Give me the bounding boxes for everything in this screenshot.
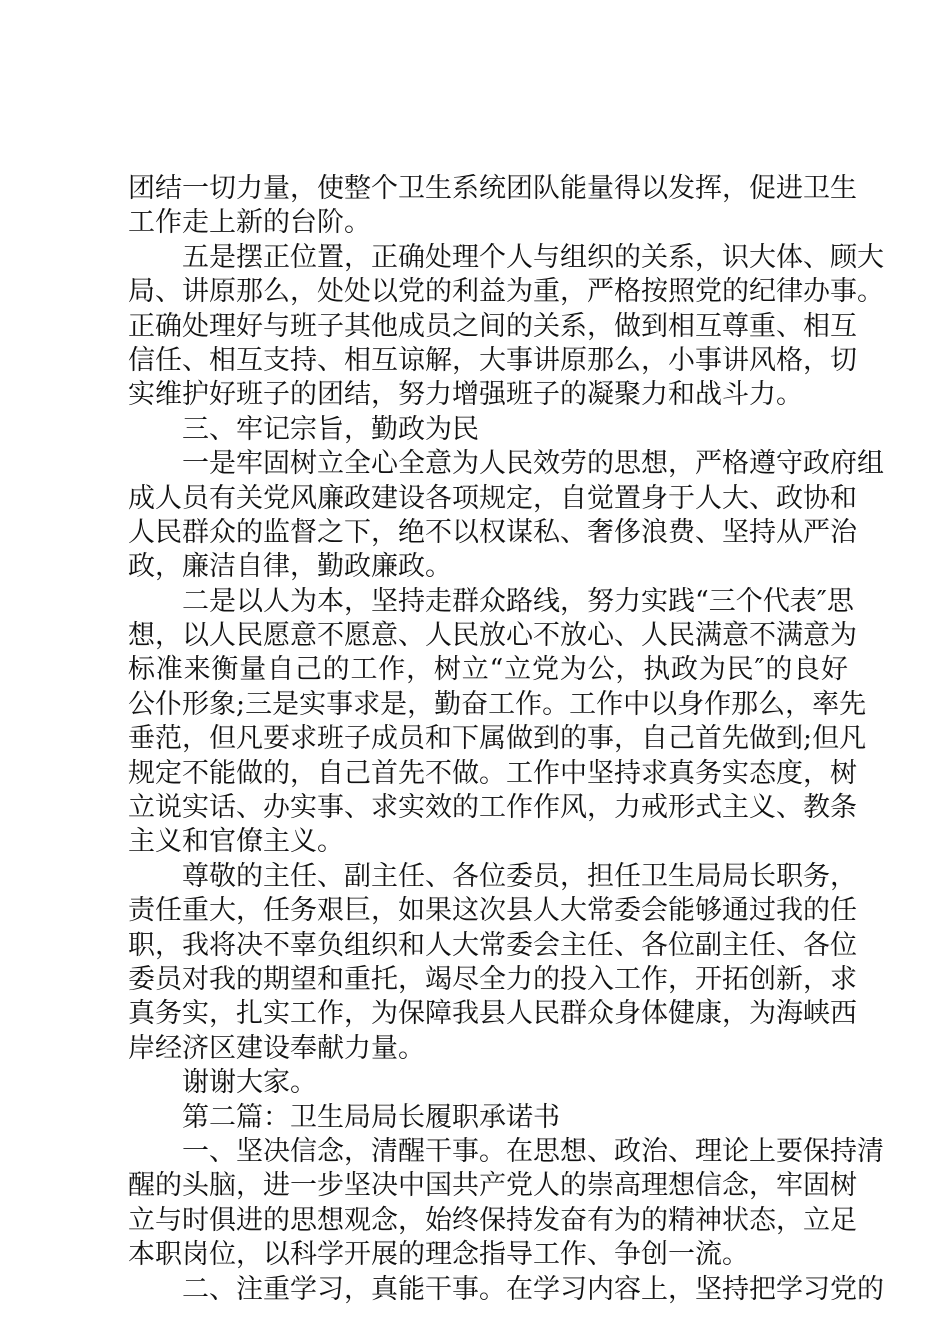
text-line: 真务实，扎实工作，为保障我县人民群众身体健康，为海峡西 [128, 998, 857, 1030]
text-line: 职，我将决不辜负组织和人大常委会主任、各位副主任、各位 [128, 929, 857, 961]
text-line: 垂范，但凡要求班子成员和下属做到的事，自己首先做到;但凡 [128, 723, 867, 755]
text-line: 标准来衡量自己的工作，树立“立党为公，执政为民″的良好 [128, 654, 848, 686]
text-line: 成人员有关党风廉政建设各项规定，自觉置身于人大、政协和 [128, 482, 857, 514]
document-body [128, 172, 884, 1307]
text-line: 责任重大，任务艰巨，如果这次县人大常委会能够通过我的任 [128, 895, 857, 927]
text-line: 公仆形象;三是实事求是，勤奋工作。工作中以身作那么，率先 [128, 688, 867, 720]
text-line: 团结一切力量，使整个卫生系统团队能量得以发挥，促进卫生 [128, 173, 857, 204]
text-line: 谢谢大家。 [182, 1067, 317, 1099]
text-line: 立与时俱进的思想观念，始终保持发奋有为的精神状态，立足 [128, 1204, 857, 1236]
text-line: 正确处理好与班子其他成员之间的关系，做到相互尊重、相互 [128, 310, 857, 342]
text-line: 想，以人民愿意不愿意、人民放心不放心、人民满意不满意为 [128, 620, 857, 652]
text-line: 工作走上新的台阶。 [128, 207, 371, 239]
text-line: 一是牢固树立全心全意为人民效劳的思想，严格遵守政府组 [182, 448, 884, 480]
text-line: 规定不能做的，自己首先不做。工作中坚持求真务实态度，树 [128, 757, 857, 789]
text-line: 人民群众的监督之下，绝不以权谋私、奢侈浪费、坚持从严治 [128, 516, 857, 548]
text-line: 醒的头脑，进一步坚决中国共产党人的崇高理想信念，牢固树 [128, 1170, 857, 1202]
text-line: 一、坚决信念，清醒干事。在思想、政治、理论上要保持清 [182, 1135, 884, 1167]
text-line: 实维护好班子的团结，努力增强班子的凝聚力和战斗力。 [128, 379, 803, 411]
text-line: 本职岗位，以科学开展的理念指导工作、争创一流。 [128, 1239, 749, 1271]
text-line: 局、讲原那么，处处以党的利益为重，严格按照党的纪律办事。 [128, 276, 884, 308]
text-line: 三、牢记宗旨，勤政为民 [182, 413, 479, 445]
text-line: 第二篇：卫生局局长履职承诺书 [182, 1101, 560, 1133]
text-line: 二是以人为本，坚持走群众路线，努力实践“三个代表″思 [182, 585, 854, 617]
text-line: 二、注重学习，真能干事。在学习内容上，坚持把学习党的 [182, 1273, 884, 1305]
text-line: 委员对我的期望和重托，竭尽全力的投入工作，开拓创新，求 [128, 963, 857, 995]
text-line: 立说实话、办实事、求实效的工作作风，力戒形式主义、教条 [128, 792, 857, 824]
text-line: 五是摆正位置，正确处理个人与组织的关系，识大体、顾大 [182, 241, 884, 273]
text-line: 尊敬的主任、副主任、各位委员，担任卫生局局长职务， [182, 860, 857, 892]
text-line: 岸经济区建设奉献力量。 [128, 1032, 425, 1064]
text-line: 政，廉洁自律，勤政廉政。 [128, 551, 452, 583]
text-line: 主义和官僚主义。 [128, 826, 344, 858]
text-line: 信任、相互支持、相互谅解，大事讲原那么，小事讲风格，切 [128, 344, 857, 376]
